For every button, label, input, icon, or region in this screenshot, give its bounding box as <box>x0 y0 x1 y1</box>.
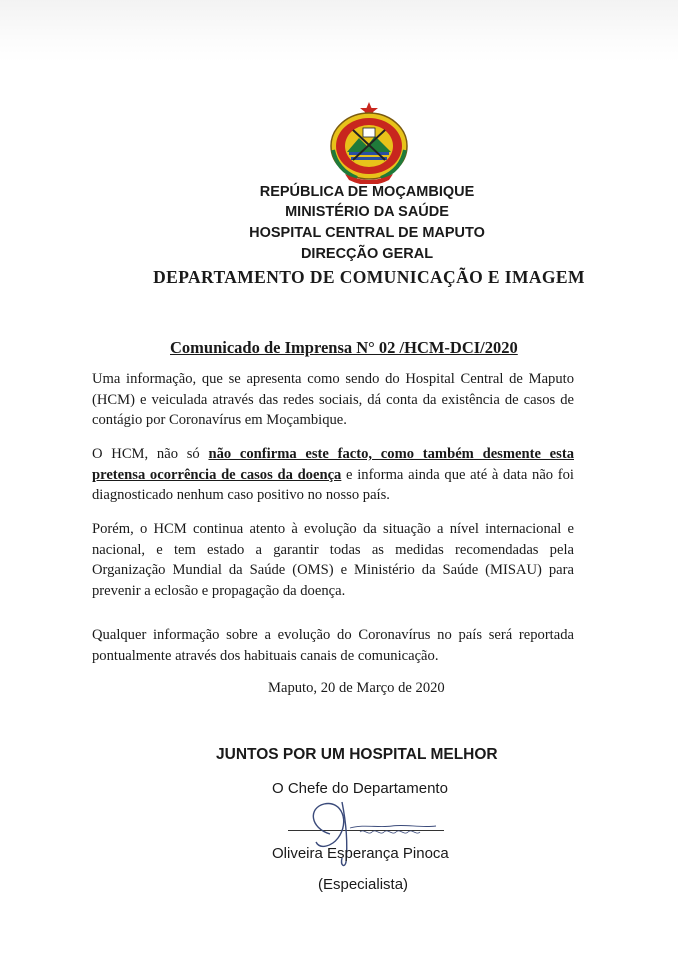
paragraph-3: Porém, o HCM continua atento à evolução da situação a nível internacional e nacional, e tem estado a garantir todas as medidas recomendadas pela Organização Mundial da Saúde (OMS) e Ministério da Saúde (MISAU) para prevenir a eclosão e propagação da doença. <box>92 521 574 599</box>
paragraph-1: Uma informação, que se apresenta como sendo do Hospital Central de Maputo (HCM) e veiculada através das redes sociais, dá conta da existência de casos de contágio por Coronavírus em Moçambique. <box>92 371 574 428</box>
communique-title: Comunicado de Imprensa N° 02 /HCM-DCI/2020 <box>170 338 518 357</box>
paragraph-2 <box>92 444 574 506</box>
header-ministry: MINISTÉRIO DA SAÚDE <box>285 204 449 220</box>
header-directorate: DIRECÇÃO GERAL <box>300 246 434 262</box>
header-republic: REPÚBLICA DE MOÇAMBIQUE <box>259 184 475 200</box>
signatory-role: (Especialista) <box>318 876 409 893</box>
paragraph-2-start: O HCM, não só <box>92 446 209 462</box>
coat-of-arms-emblem <box>323 100 415 184</box>
paragraph-4: Qualquer informação sobre a evolução do Coronavírus no país será reportada pontualmente através dos habituais canais de comunicação. <box>92 627 574 664</box>
place-date: Maputo, 20 de Março de 2020 <box>268 680 445 696</box>
signatory-title: O Chefe do Departamento <box>272 780 448 797</box>
header-hospital: HOSPITAL CENTRAL DE MAPUTO <box>249 225 485 241</box>
paragraph-2-end: e informa ainda que até à data não foi diagnosticado nenhum caso positivo no nosso país. <box>92 466 574 503</box>
header-department: DEPARTAMENTO DE COMUNICAÇÃO E IMAGEM <box>153 267 585 287</box>
signatory-name: Oliveira Esperança Pinoca <box>272 845 449 862</box>
paragraph-2-emphasis: não confirma este facto, como também desmente esta pretensa ocorrência de casos da doença <box>92 446 574 483</box>
slogan: JUNTOS POR UM HOSPITAL MELHOR <box>216 746 498 763</box>
